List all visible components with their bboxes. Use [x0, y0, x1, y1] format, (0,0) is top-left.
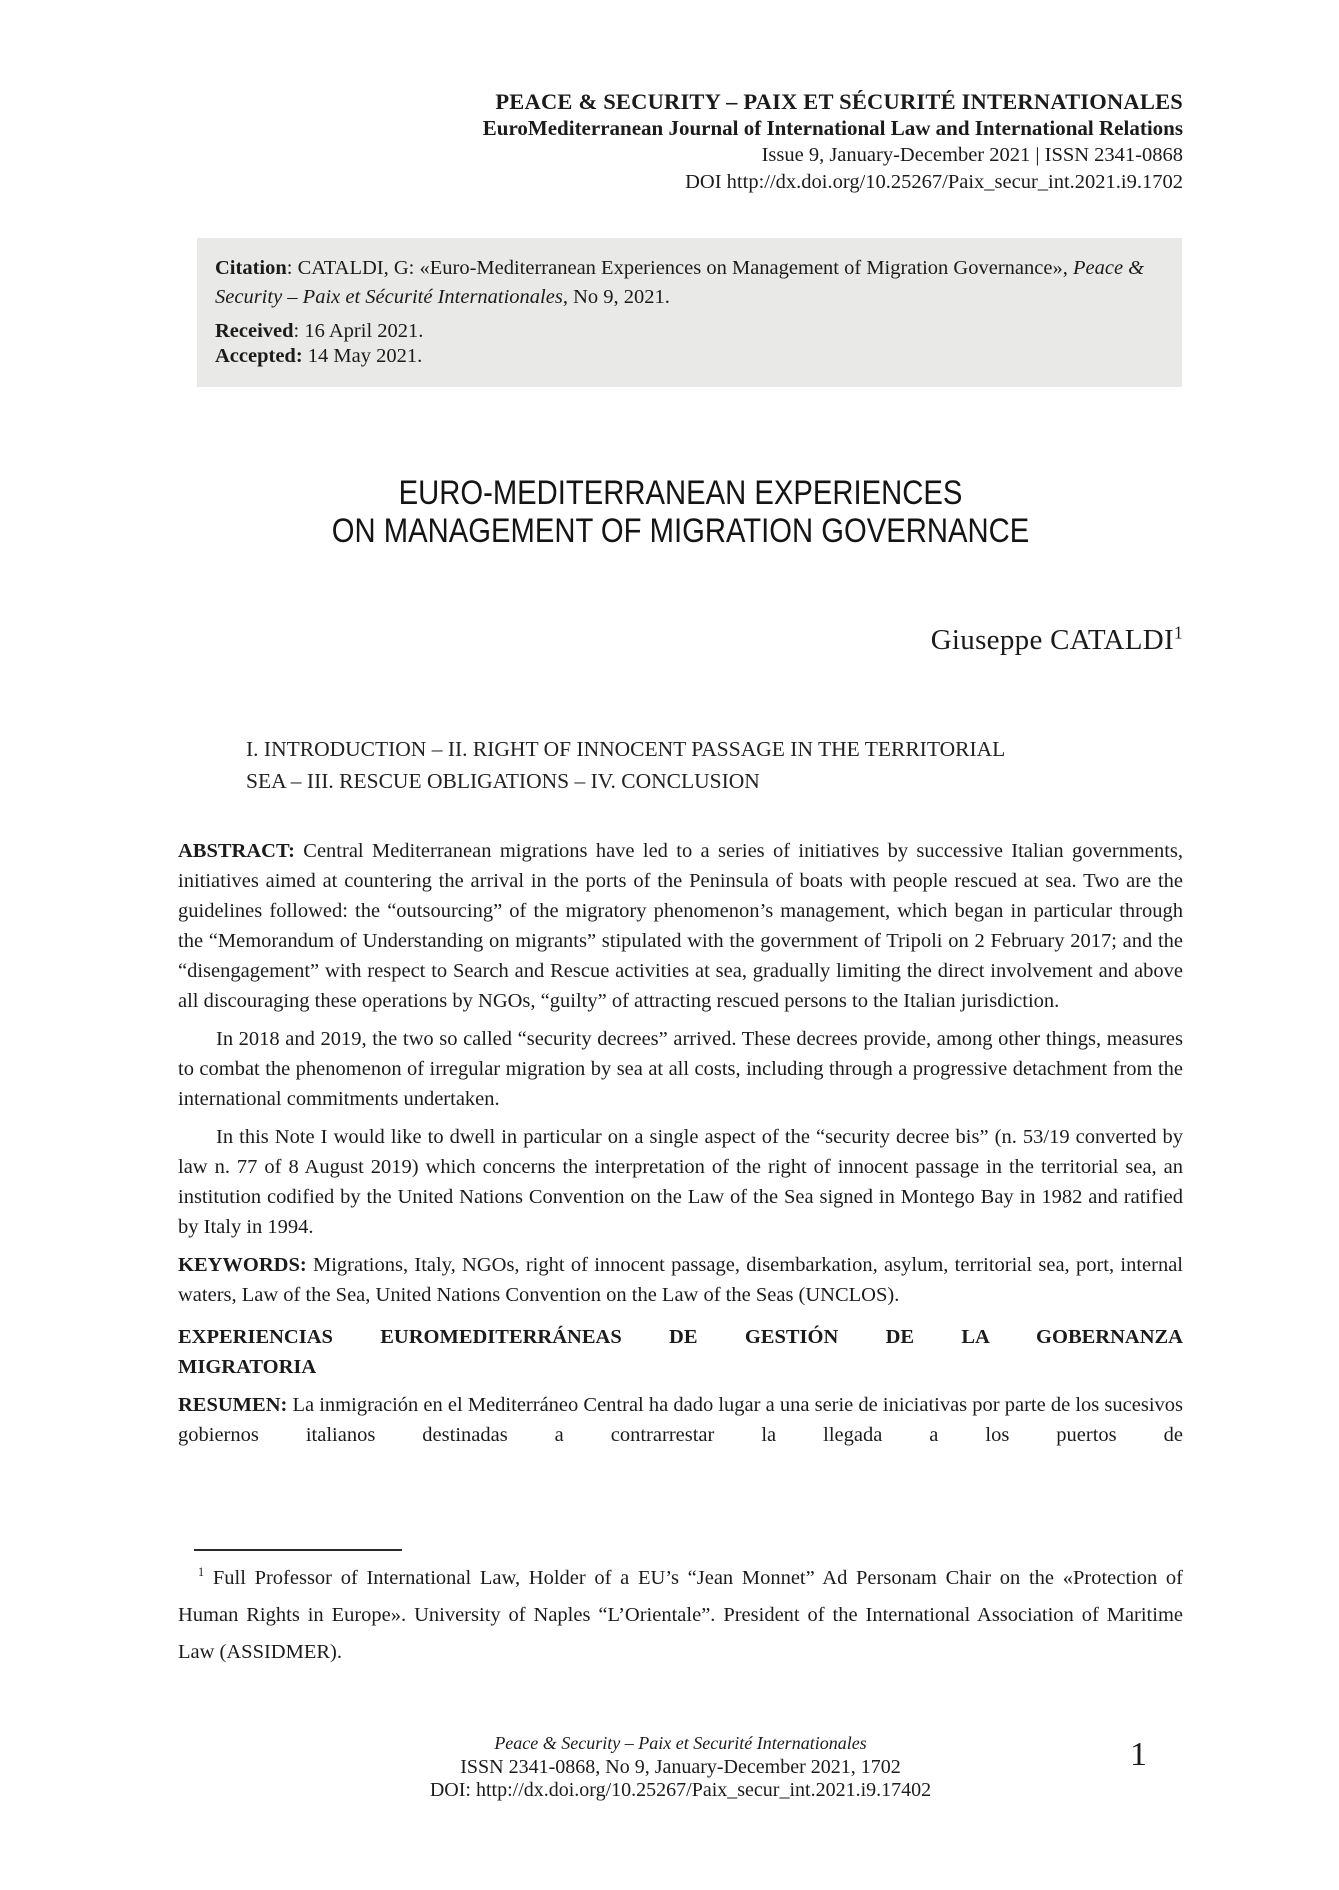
resumen-label: RESUMEN:: [178, 1394, 288, 1416]
footnote-text: Full Professor of International Law, Holder of a EU’s “Jean Monnet” Ad Personam Chair on the «Protection of Human Rights in Europe». University of Naples “L’Orientale”. President of the International Association of Maritime Law (ASSIDMER).: [178, 1567, 1183, 1663]
article-body: [178, 836, 1183, 1450]
paragraph-3: In this Note I would like to dwell in particular on a single aspect of the “security decree bis” (n. 53/19 converted by law n. 77 of 8 August 2019) which concerns the interpretation of the right of innocent passage in the territorial sea, an institution codified by the United Nations Convention on the Law of the Sea signed in Montego Bay in 1982 and ratified by Italy in 1994.: [178, 1126, 1183, 1238]
toc-line-2: SEA – III. RESCUE OBLIGATIONS – IV. CONCLUSION: [246, 769, 760, 793]
page-number: 1: [1130, 1736, 1147, 1773]
resumen-paragraph: [178, 1390, 1183, 1450]
footnote: [178, 1560, 1183, 1671]
citation-text: [215, 254, 1164, 312]
title-line-2: ON MANAGEMENT OF MIGRATION GOVERNANCE: [331, 512, 1030, 550]
citation-label: Citation: [215, 257, 287, 279]
keywords-text: Migrations, Italy, NGOs, right of innocent passage, disembarkation, asylum, territorial sea, port, internal waters, Law of the Sea, United Nations Convention on the Law of the Seas (UNCLOS).: [178, 1254, 1183, 1306]
citation-body: : CATALDI, G: «Euro-Mediterranean Experiences on Management of Migration Governance»,: [286, 257, 1073, 279]
footer-doi-line: DOI: http://dx.doi.org/10.25267/Paix_secur_int.2021.i9.17402: [429, 1779, 932, 1801]
abstract-label: ABSTRACT:: [178, 840, 295, 862]
keywords-paragraph: [178, 1250, 1183, 1310]
resumen-text: La inmigración en el Mediterráneo Central ha dado lugar a una serie de iniciativas por parte de los sucesivos gobiernos italianos destinadas a contrarrestar la llegada a los puertos de: [178, 1394, 1183, 1446]
accepted-value: 14 May 2021.: [302, 345, 423, 367]
article-title: [178, 474, 1183, 550]
footer-journal-name: Peace & Security – Paix et Securité Internationales: [494, 1733, 867, 1753]
accepted-label: Accepted:: [215, 345, 303, 367]
author-footnote-ref: 1: [1174, 622, 1183, 643]
issue-line: Issue 9, January-December 2021 | ISSN 2341-0868: [761, 144, 1183, 166]
header-doi-line: DOI http://dx.doi.org/10.25267/Paix_secur_int.2021.i9.1702: [685, 171, 1183, 193]
spanish-title-line-2: MIGRATORIA: [178, 1356, 317, 1378]
spanish-title-line-1: EXPERIENCIAS EUROMEDITERRÁNEAS DE GESTIÓN DE LA GOBERNANZA: [178, 1326, 1183, 1348]
abstract-text: Central Mediterranean migrations have led to a series of initiatives by successive Italian governments, initiatives aimed at countering the arrival in the ports of the Peninsula of boats with people rescued at sea. Two are the guidelines followed: the “outsourcing” of the migratory phenomenon’s management, which began in particular through the “Memorandum of Understanding on migrants” stipulated with the government of Tripoli on 2 February 2017; and the “disengagement” with respect to Search and Rescue activities at sea, gradually limiting the direct involvement and above all discouraging these operations by NGOs, “guilty” of attracting rescued persons to the Italian jurisdiction.: [178, 840, 1183, 1012]
citation-suffix: , No 9, 2021.: [562, 286, 670, 308]
journal-title: PEACE & SECURITY – PAIX ET SÉCURITÉ INTERNATIONALES: [495, 89, 1183, 114]
citation-box: [197, 238, 1182, 387]
accepted-line: [215, 344, 1164, 369]
citation-journal-name: Peace & Security – Paix et Sécurité Internationales: [215, 257, 1145, 308]
footer-issue-line: ISSN 2341-0868, No 9, January-December 2021, 1702: [460, 1755, 901, 1778]
journal-subtitle: EuroMediterranean Journal of International Law and International Relations: [482, 116, 1183, 140]
toc: [246, 733, 1146, 797]
page-footer: [178, 1732, 1183, 1803]
keywords-label: KEYWORDS:: [178, 1254, 307, 1276]
received-label: Received: [215, 320, 294, 342]
author-line: [931, 624, 1183, 657]
author-name: Giuseppe CATALDI: [930, 624, 1174, 656]
received-value: : 16 April 2021.: [293, 320, 424, 342]
toc-line-1: I. INTRODUCTION – II. RIGHT OF INNOCENT PASSAGE IN THE TERRITORIAL: [246, 737, 1006, 761]
title-line-1: EURO-MEDITERRANEAN EXPERIENCES: [398, 474, 963, 512]
spanish-title: [178, 1322, 1183, 1382]
journal-header: [483, 88, 1183, 196]
paragraph-2: In 2018 and 2019, the two so called “security decrees” arrived. These decrees provide, among other things, measures to combat the phenomenon of irregular migration by sea at all costs, including through a progressive detachment from the international commitments undertaken.: [178, 1028, 1183, 1110]
abstract-paragraph: [178, 836, 1183, 1016]
footnote-separator: [194, 1549, 402, 1551]
received-line: [215, 319, 1164, 344]
footnote-ref: 1: [198, 1565, 205, 1580]
